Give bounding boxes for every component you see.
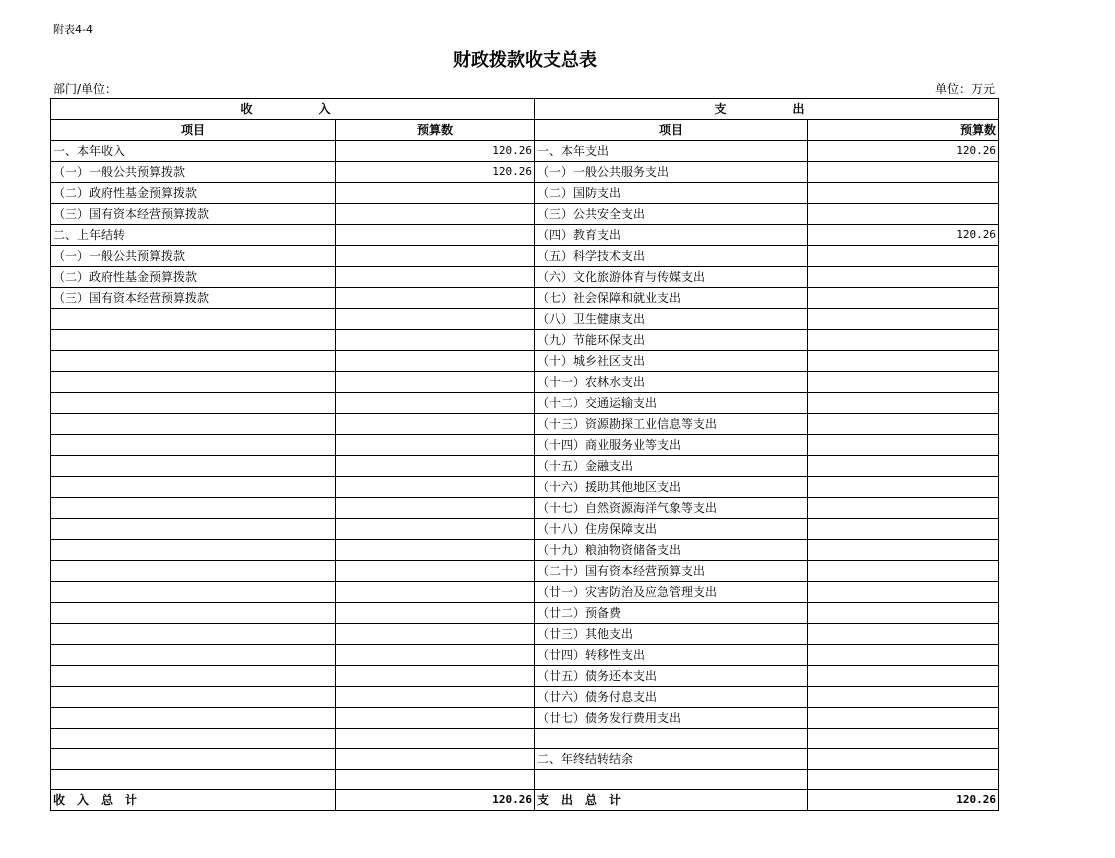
section-income-header: 收 入 — [51, 99, 535, 120]
expense-value-cell — [808, 729, 999, 749]
table-row — [51, 204, 999, 225]
expense-item-cell: （十七）自然资源海洋气象等支出 — [535, 498, 808, 519]
income-item-cell: （三）国有资本经营预算拨款 — [51, 288, 336, 309]
income-value-cell — [336, 393, 535, 414]
expense-value-cell — [808, 603, 999, 624]
table-row — [51, 498, 999, 519]
income-value-cell — [336, 351, 535, 372]
expense-item-cell: （廿一）灾害防治及应急管理支出 — [535, 582, 808, 603]
table-row — [51, 225, 999, 246]
income-item-cell — [51, 540, 336, 561]
expense-item-cell: （十三）资源勘探工业信息等支出 — [535, 414, 808, 435]
income-value-cell — [336, 624, 535, 645]
income-value-cell: 120.26 — [336, 162, 535, 183]
table-row — [51, 477, 999, 498]
expense-value-cell — [808, 162, 999, 183]
expense-item-cell: （四）教育支出 — [535, 225, 808, 246]
table-row — [51, 582, 999, 603]
expense-value-cell — [808, 288, 999, 309]
expense-value-cell — [808, 393, 999, 414]
table-row — [51, 309, 999, 330]
expense-item-cell: （廿三）其他支出 — [535, 624, 808, 645]
table-row — [51, 770, 999, 790]
income-item-cell: 收 入 总 计 — [51, 790, 336, 811]
income-item-cell — [51, 582, 336, 603]
expense-item-cell: （十八）住房保障支出 — [535, 519, 808, 540]
income-item-cell — [51, 770, 336, 790]
expense-value-cell — [808, 687, 999, 708]
table-row — [51, 435, 999, 456]
expense-item-cell: （五）科学技术支出 — [535, 246, 808, 267]
income-value-cell — [336, 330, 535, 351]
income-value-cell — [336, 729, 535, 749]
fiscal-summary-table — [50, 98, 999, 811]
expense-value-cell — [808, 770, 999, 790]
expense-value-cell — [808, 749, 999, 770]
income-item-cell — [51, 603, 336, 624]
income-item-cell — [51, 708, 336, 729]
table-row — [51, 267, 999, 288]
expense-item-cell: 二、年终结转结余 — [535, 749, 808, 770]
income-item-cell — [51, 645, 336, 666]
income-item-cell — [51, 498, 336, 519]
expense-value-cell — [808, 183, 999, 204]
income-item-cell — [51, 729, 336, 749]
table-row — [51, 330, 999, 351]
income-value-cell — [336, 540, 535, 561]
col-expense-budget: 预算数 — [808, 120, 999, 141]
expense-value-cell — [808, 582, 999, 603]
expense-item-cell: （七）社会保障和就业支出 — [535, 288, 808, 309]
col-income-budget: 预算数 — [336, 120, 535, 141]
table-row — [51, 687, 999, 708]
income-item-cell: （二）政府性基金预算拨款 — [51, 183, 336, 204]
col-expense-item: 项目 — [535, 120, 808, 141]
expense-value-cell — [808, 330, 999, 351]
income-value-cell — [336, 456, 535, 477]
income-value-cell — [336, 708, 535, 729]
income-value-cell — [336, 309, 535, 330]
income-item-cell — [51, 330, 336, 351]
table-row — [51, 141, 999, 162]
income-item-cell — [51, 456, 336, 477]
expense-value-cell — [808, 624, 999, 645]
dept-label: 部门/单位： — [53, 82, 118, 96]
table-row — [51, 372, 999, 393]
table-row — [51, 624, 999, 645]
expense-item-cell: （三）公共安全支出 — [535, 204, 808, 225]
table-row — [51, 645, 999, 666]
expense-item-cell: （廿四）转移性支出 — [535, 645, 808, 666]
table-row — [51, 561, 999, 582]
income-item-cell — [51, 351, 336, 372]
expense-item-cell: （廿二）预备费 — [535, 603, 808, 624]
page-title: 财政拨款收支总表 — [453, 50, 597, 71]
income-value-cell — [336, 666, 535, 687]
expense-value-cell — [808, 708, 999, 729]
expense-value-cell — [808, 666, 999, 687]
expense-item-cell: （十四）商业服务业等支出 — [535, 435, 808, 456]
income-item-cell: （一）一般公共预算拨款 — [51, 246, 336, 267]
expense-value-cell — [808, 498, 999, 519]
income-item-cell — [51, 561, 336, 582]
income-item-cell: （一）一般公共预算拨款 — [51, 162, 336, 183]
expense-item-cell — [535, 729, 808, 749]
income-item-cell — [51, 309, 336, 330]
income-value-cell — [336, 770, 535, 790]
table-row — [51, 162, 999, 183]
income-value-cell — [336, 414, 535, 435]
expense-item-cell: （廿六）债务付息支出 — [535, 687, 808, 708]
total-row — [51, 790, 999, 811]
income-item-cell — [51, 435, 336, 456]
expense-value-cell — [808, 267, 999, 288]
income-item-cell: （二）政府性基金预算拨款 — [51, 267, 336, 288]
income-value-cell — [336, 246, 535, 267]
expense-value-cell: 120.26 — [808, 225, 999, 246]
income-item-cell — [51, 666, 336, 687]
expense-value-cell — [808, 456, 999, 477]
col-income-item: 项目 — [51, 120, 336, 141]
table-row — [51, 183, 999, 204]
expense-item-cell: （十六）援助其他地区支出 — [535, 477, 808, 498]
income-item-cell — [51, 393, 336, 414]
income-value-cell — [336, 687, 535, 708]
income-item-cell — [51, 687, 336, 708]
income-item-cell: （三）国有资本经营预算拨款 — [51, 204, 336, 225]
section-header-row — [51, 99, 999, 120]
expense-value-cell — [808, 477, 999, 498]
income-value-cell — [336, 519, 535, 540]
table-row — [51, 708, 999, 729]
income-item-cell — [51, 749, 336, 770]
income-value-cell — [336, 749, 535, 770]
expense-item-cell: 一、本年支出 — [535, 141, 808, 162]
expense-value-cell: 120.26 — [808, 141, 999, 162]
expense-value-cell — [808, 204, 999, 225]
expense-item-cell: （十五）金融支出 — [535, 456, 808, 477]
expense-item-cell: （廿七）债务发行费用支出 — [535, 708, 808, 729]
expense-item-cell: （十一）农林水支出 — [535, 372, 808, 393]
table-row — [51, 456, 999, 477]
expense-item-cell: （十）城乡社区支出 — [535, 351, 808, 372]
income-value-cell — [336, 372, 535, 393]
expense-item-cell — [535, 770, 808, 790]
table-row — [51, 666, 999, 687]
income-value-cell — [336, 561, 535, 582]
income-item-cell — [51, 372, 336, 393]
income-value-cell — [336, 288, 535, 309]
expense-item-cell: （十九）粮油物资储备支出 — [535, 540, 808, 561]
table-row — [51, 519, 999, 540]
annex-label: 附表4-4 — [53, 23, 93, 36]
income-value-cell — [336, 267, 535, 288]
expense-item-cell: （八）卫生健康支出 — [535, 309, 808, 330]
table-row — [51, 414, 999, 435]
income-item-cell: 一、本年收入 — [51, 141, 336, 162]
expense-item-cell: （六）文化旅游体育与传媒支出 — [535, 267, 808, 288]
income-value-cell — [336, 204, 535, 225]
income-value-cell — [336, 183, 535, 204]
income-value-cell — [336, 225, 535, 246]
expense-value-cell — [808, 645, 999, 666]
column-header-row — [51, 120, 999, 141]
expense-value-cell — [808, 309, 999, 330]
expense-item-cell: （二）国防支出 — [535, 183, 808, 204]
table-row — [51, 393, 999, 414]
expense-value-cell — [808, 246, 999, 267]
income-value-cell — [336, 498, 535, 519]
unit-label: 单位：万元 — [934, 82, 995, 96]
expense-item-cell: （二十）国有资本经营预算支出 — [535, 561, 808, 582]
income-item-cell: 二、上年结转 — [51, 225, 336, 246]
income-value-cell — [336, 435, 535, 456]
income-item-cell — [51, 624, 336, 645]
expense-value-cell — [808, 372, 999, 393]
table-row — [51, 603, 999, 624]
table-row — [51, 288, 999, 309]
income-value-cell: 120.26 — [336, 790, 535, 811]
income-value-cell — [336, 603, 535, 624]
income-value-cell — [336, 582, 535, 603]
expense-value-cell — [808, 519, 999, 540]
income-value-cell: 120.26 — [336, 141, 535, 162]
expense-value-cell — [808, 351, 999, 372]
expense-item-cell: （一）一般公共服务支出 — [535, 162, 808, 183]
income-item-cell — [51, 414, 336, 435]
income-value-cell — [336, 477, 535, 498]
table-row — [51, 729, 999, 749]
table-row — [51, 351, 999, 372]
section-expense-header: 支 出 — [535, 99, 999, 120]
income-item-cell — [51, 477, 336, 498]
expense-item-cell: （十二）交通运输支出 — [535, 393, 808, 414]
expense-value-cell — [808, 414, 999, 435]
expense-value-cell — [808, 540, 999, 561]
expense-item-cell: （九）节能环保支出 — [535, 330, 808, 351]
table-row — [51, 246, 999, 267]
expense-value-cell — [808, 561, 999, 582]
table-row — [51, 540, 999, 561]
income-item-cell — [51, 519, 336, 540]
expense-item-cell: （廿五）债务还本支出 — [535, 666, 808, 687]
carryover-row — [51, 749, 999, 770]
expense-value-cell — [808, 435, 999, 456]
expense-item-cell: 支 出 总 计 — [535, 790, 808, 811]
income-value-cell — [336, 645, 535, 666]
expense-value-cell: 120.26 — [808, 790, 999, 811]
